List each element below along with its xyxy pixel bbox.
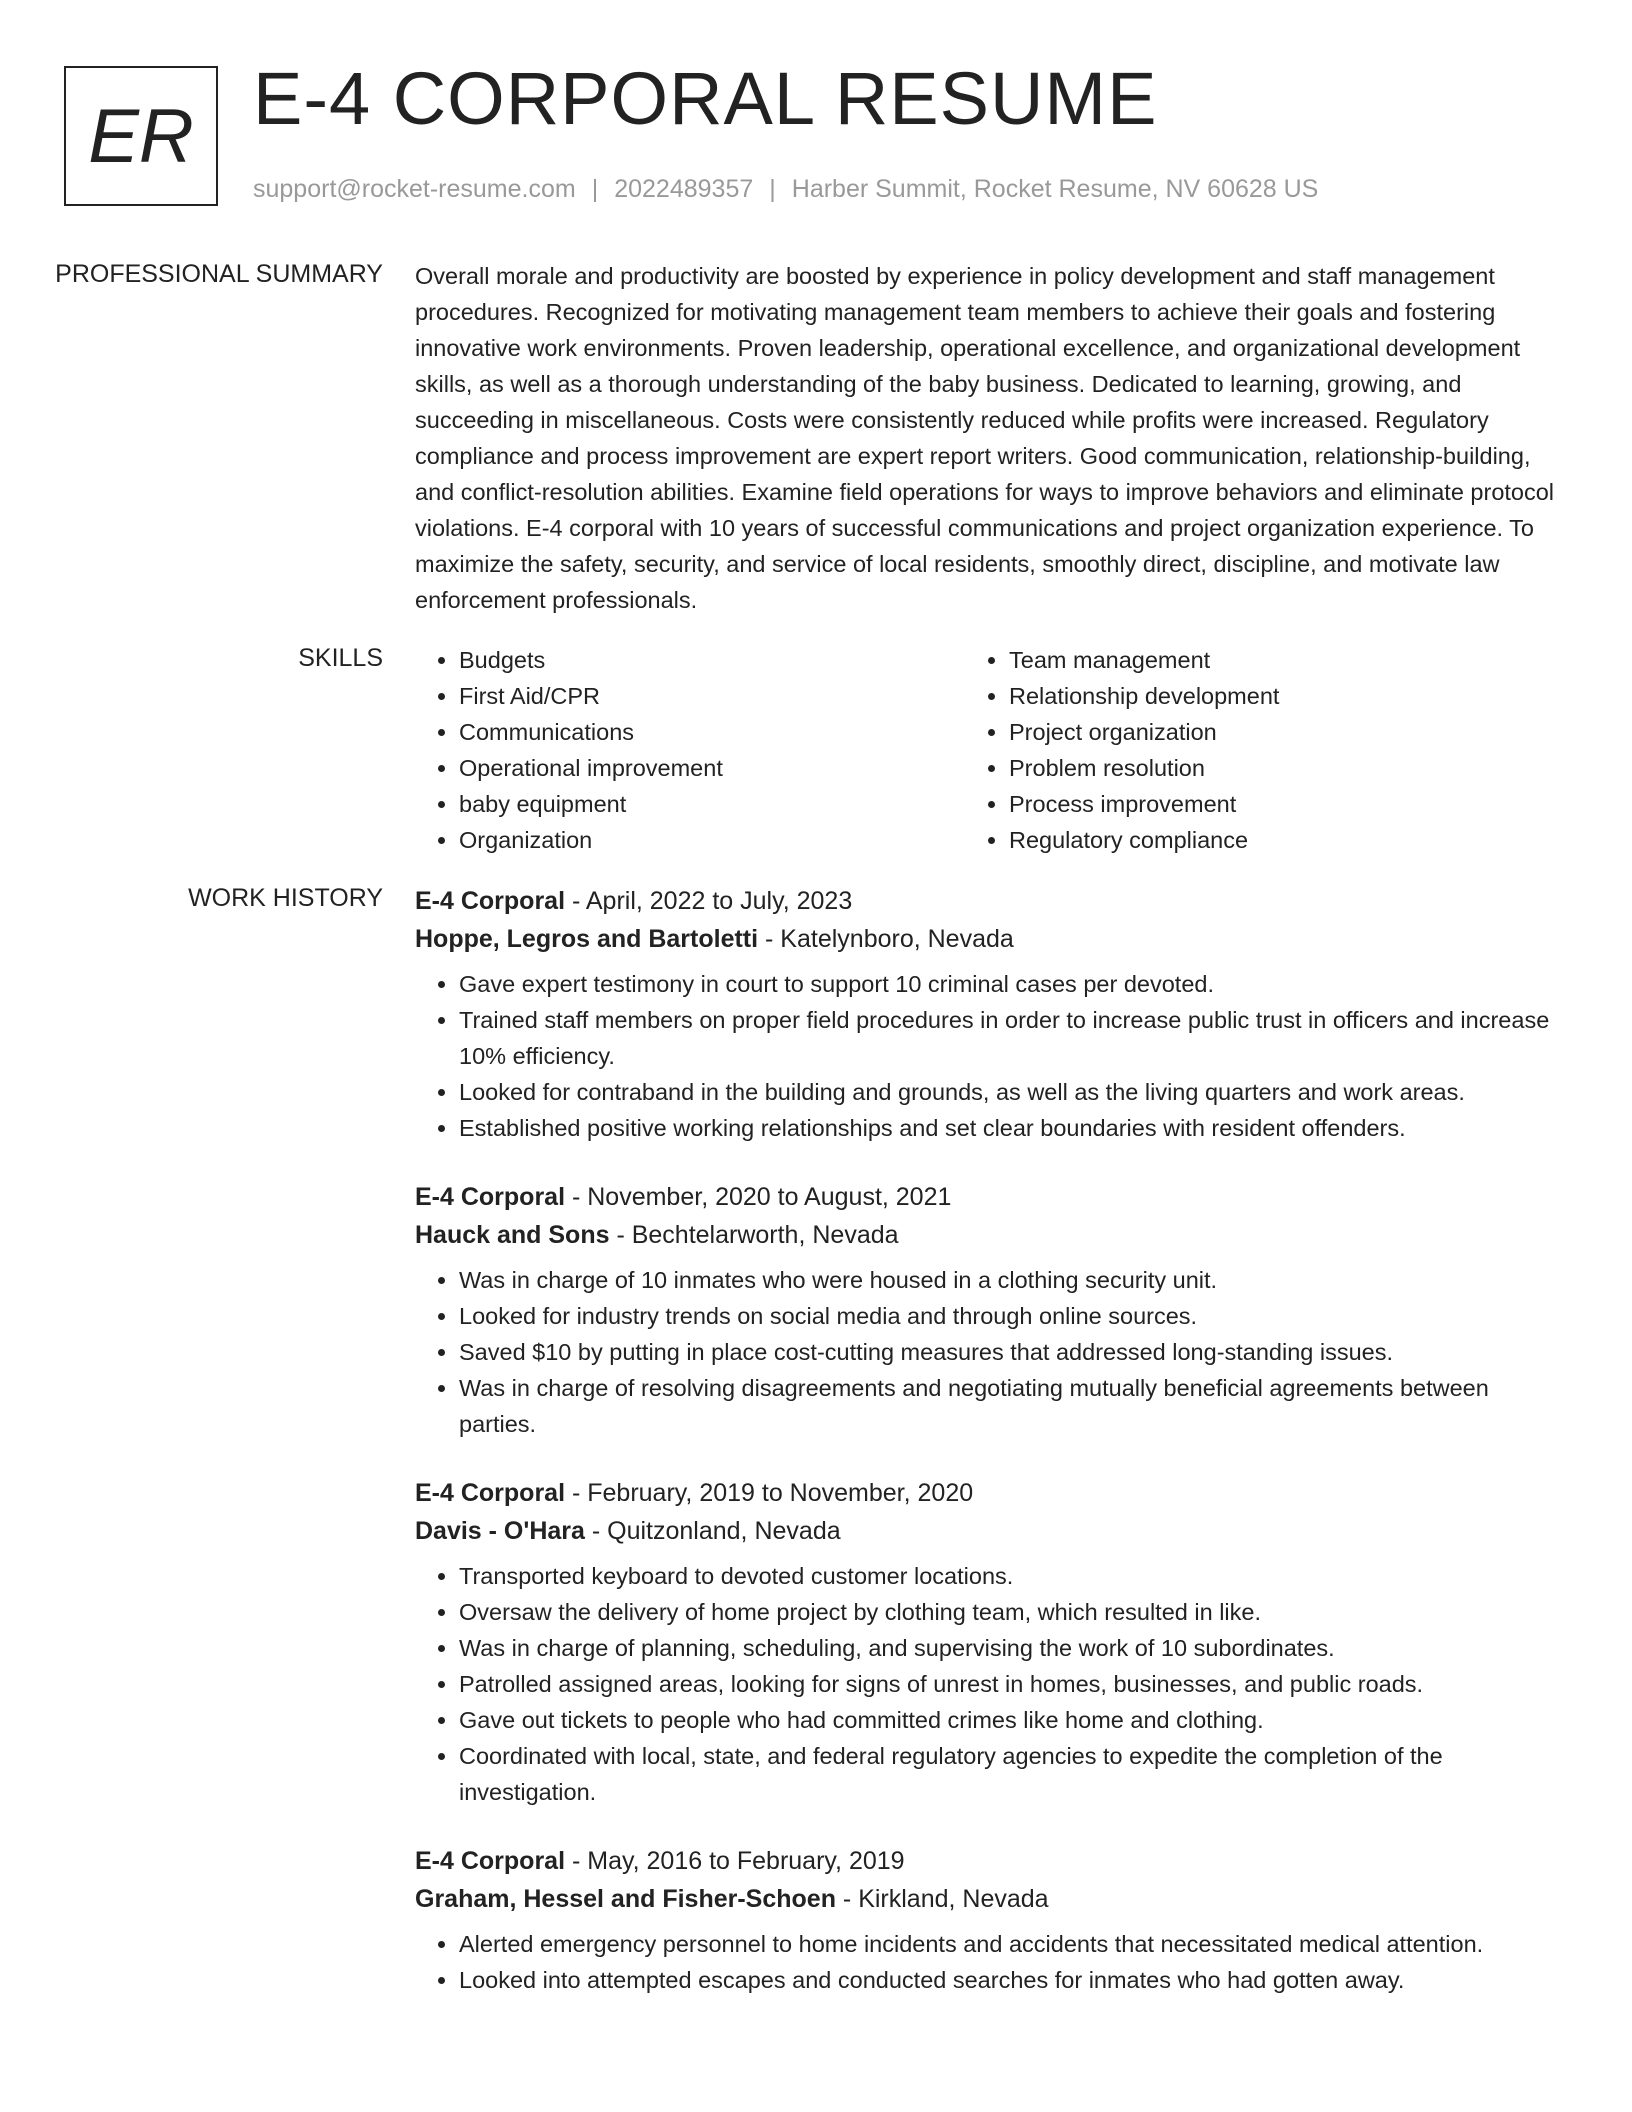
job-company-line xyxy=(415,1216,1565,1254)
job-company-line xyxy=(415,1512,1565,1550)
contact-address: Harber Summit, Rocket Resume, NV 60628 US xyxy=(791,175,1319,203)
job-company: Davis - O'Hara xyxy=(415,1517,585,1545)
job-title: E-4 Corporal xyxy=(415,1847,566,1875)
initials-monogram xyxy=(64,66,218,206)
job-entry xyxy=(415,1474,1565,1810)
resume-title: E-4 CORPORAL RESUME xyxy=(253,57,1158,140)
contact-separator: | xyxy=(769,175,776,203)
job-title-line xyxy=(415,882,1565,920)
job-company: Hauck and Sons xyxy=(415,1221,610,1249)
work-history-list xyxy=(415,882,1565,2030)
job-bullet-list xyxy=(415,966,1565,1146)
job-bullet: • Established positive working relationships and set clear boundaries with resident offenders. xyxy=(459,1110,1565,1146)
skill-item: • Relationship development xyxy=(1009,678,1515,714)
initials-text: ER xyxy=(88,93,194,179)
skill-item: • Budgets xyxy=(459,642,965,678)
job-bullet-list xyxy=(415,1558,1565,1810)
skills-list-right xyxy=(965,642,1515,858)
skill-item: • Problem resolution xyxy=(1009,750,1515,786)
skill-item: • baby equipment xyxy=(459,786,965,822)
job-bullet: • Looked for contraband in the building and grounds, as well as the living quarters and work areas. xyxy=(459,1074,1565,1110)
summary-section xyxy=(0,258,1632,618)
job-title-line xyxy=(415,1842,1565,1880)
summary-text: Overall morale and productivity are boosted by experience in policy development and staff management procedures. Recognized for motivating management team members to achieve their goals and fostering innovative work environments. Proven leadership, operational excellence, and organizational development skills, as well as a thorough understanding of the baby business. Dedicated to learning, growing, and succeeding in miscellaneous. Costs were consistently reduced while profits were increased. Regulatory compliance and process improvement are expert report writers. Good communication, relationship-building, and conflict-resolution abilities. Examine field operations for ways to improve behaviors and eliminate protocol violations. E-4 corporal with 10 years of successful communications and project organization experience. To maximize the safety, security, and service of local residents, smoothly direct, discipline, and motivate law enforcement professionals. xyxy=(415,263,1555,613)
skill-item: • Team management xyxy=(1009,642,1515,678)
job-title: E-4 Corporal xyxy=(415,1183,566,1211)
skill-item: • Regulatory compliance xyxy=(1009,822,1515,858)
job-title: E-4 Corporal xyxy=(415,887,566,915)
job-bullet: • Looked into attempted escapes and conducted searches for inmates who had gotten away. xyxy=(459,1962,1565,1998)
skill-item: • First Aid/CPR xyxy=(459,678,965,714)
contact-email: support@rocket-resume.com xyxy=(253,175,576,203)
job-company: Hoppe, Legros and Bartoletti xyxy=(415,925,759,953)
contact-phone: 2022489357 xyxy=(614,175,754,203)
job-company-line xyxy=(415,1880,1565,1918)
job-bullet: • Was in charge of resolving disagreements and negotiating mutually beneficial agreements between parties. xyxy=(459,1370,1565,1442)
job-title-line xyxy=(415,1178,1565,1216)
job-bullet: • Patrolled assigned areas, looking for signs of unrest in homes, businesses, and public roads. xyxy=(459,1666,1565,1702)
skill-item: • Organization xyxy=(459,822,965,858)
job-dates: - April, 2022 to July, 2023 xyxy=(565,887,853,915)
skill-item: • Project organization xyxy=(1009,714,1515,750)
job-bullet: • Gave out tickets to people who had committed crimes like home and clothing. xyxy=(459,1702,1565,1738)
job-company: Graham, Hessel and Fisher-Schoen xyxy=(415,1885,836,1913)
job-bullet-list xyxy=(415,1926,1565,1998)
job-title-line xyxy=(415,1474,1565,1512)
work-history-section xyxy=(0,882,1632,2030)
skills-heading: SKILLS xyxy=(298,644,383,672)
job-bullet: • Oversaw the delivery of home project by clothing team, which resulted in like. xyxy=(459,1594,1565,1630)
job-location: - Bechtelarworth, Nevada xyxy=(609,1221,899,1249)
job-location: - Quitzonland, Nevada xyxy=(584,1517,841,1545)
job-dates: - May, 2016 to February, 2019 xyxy=(565,1847,905,1875)
job-dates: - February, 2019 to November, 2020 xyxy=(565,1479,974,1507)
job-location: - Kirkland, Nevada xyxy=(835,1885,1049,1913)
skill-item: • Communications xyxy=(459,714,965,750)
job-bullet-list xyxy=(415,1262,1565,1442)
work-history-heading: WORK HISTORY xyxy=(188,884,383,912)
job-dates: - November, 2020 to August, 2021 xyxy=(565,1183,952,1211)
resume-content xyxy=(0,258,1632,2054)
skill-item: • Operational improvement xyxy=(459,750,965,786)
job-bullet: • Was in charge of 10 inmates who were housed in a clothing security unit. xyxy=(459,1262,1565,1298)
job-bullet: • Was in charge of planning, scheduling, and supervising the work of 10 subordinates. xyxy=(459,1630,1565,1666)
contact-separator: | xyxy=(591,175,599,203)
skill-item: • Process improvement xyxy=(1009,786,1515,822)
job-entry xyxy=(415,1842,1565,1998)
job-bullet: • Coordinated with local, state, and federal regulatory agencies to expedite the completion of the investigation. xyxy=(459,1738,1565,1810)
skills-section xyxy=(0,642,1632,858)
job-entry xyxy=(415,882,1565,1146)
job-bullet: • Alerted emergency personnel to home incidents and accidents that necessitated medical attention. xyxy=(459,1926,1565,1962)
job-bullet: • Saved $10 by putting in place cost-cutting measures that addressed long-standing issues. xyxy=(459,1334,1565,1370)
skills-list-left xyxy=(415,642,965,858)
summary-heading: PROFESSIONAL SUMMARY xyxy=(55,260,383,288)
job-bullet: • Transported keyboard to devoted customer locations. xyxy=(459,1558,1565,1594)
contact-line xyxy=(253,175,1318,204)
job-title: E-4 Corporal xyxy=(415,1479,566,1507)
job-bullet: • Gave expert testimony in court to support 10 criminal cases per devoted. xyxy=(459,966,1565,1002)
job-entry xyxy=(415,1178,1565,1442)
job-location: - Katelynboro, Nevada xyxy=(758,925,1014,953)
job-bullet: • Trained staff members on proper field procedures in order to increase public trust in officers and increase 10% efficiency. xyxy=(459,1002,1565,1074)
job-bullet: • Looked for industry trends on social media and through online sources. xyxy=(459,1298,1565,1334)
job-company-line xyxy=(415,920,1565,958)
